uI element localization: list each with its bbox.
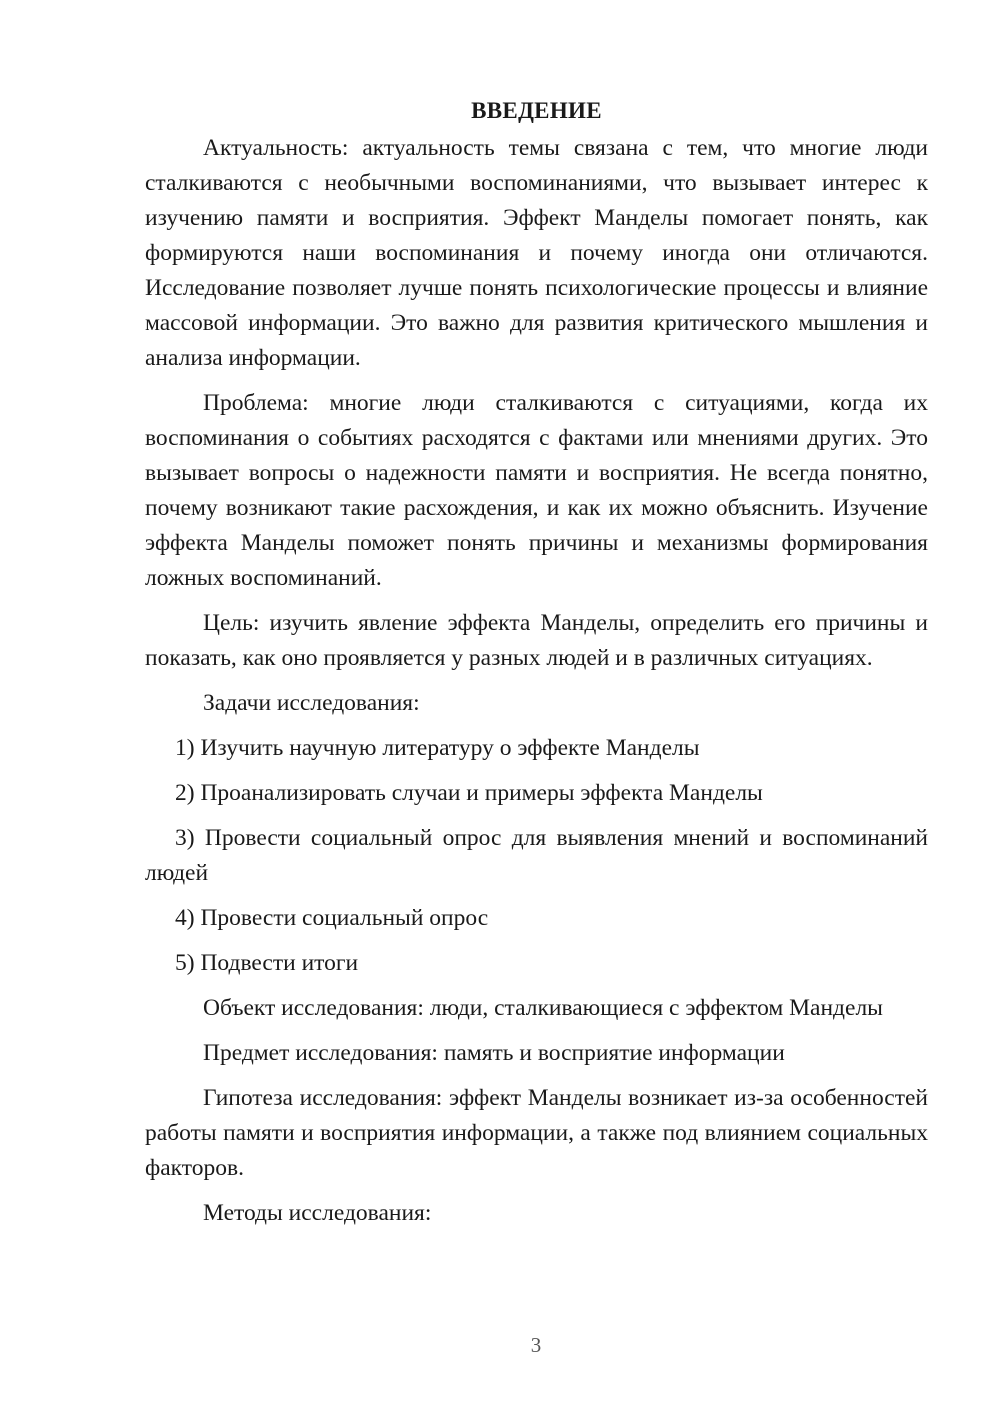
task-item-3: 3) Провести социальный опрос для выявления мнений и воспоминаний людей xyxy=(145,825,928,886)
page-number: 3 xyxy=(530,1333,542,1357)
section-heading: ВВЕДЕНИЕ xyxy=(471,98,602,123)
relevance-paragraph: Актуальность: актуальность темы связана с тем, что многие люди сталкиваются с необычными воспоминаниями, что вызывает интерес к изучению памяти и восприятия. Эффект Манделы помогает понять, как формируются наши воспоминания и почему иногда они отличаются. Исследование позволяет лучше понять психологические процессы и влияние массовой информации. Это важно для развития критического мышления и анализа информации. xyxy=(145,135,928,371)
methods-heading: Методы исследования: xyxy=(203,1200,432,1226)
task-item-5: 5) Подвести итоги xyxy=(175,950,359,976)
object-paragraph: Объект исследования: люди, сталкивающиеся с эффектом Манделы xyxy=(203,995,883,1021)
task-item-4: 4) Провести социальный опрос xyxy=(175,905,489,931)
page-content xyxy=(145,96,928,1231)
task-item-1: 1) Изучить научную литературу о эффекте Манделы xyxy=(175,735,700,761)
tasks-heading: Задачи исследования: xyxy=(203,690,420,716)
goal-paragraph: Цель: изучить явление эффекта Манделы, определить его причины и показать, как оно проявляется у разных людей и в различных ситуациях. xyxy=(145,610,928,671)
problem-paragraph: Проблема: многие люди сталкиваются с ситуациями, когда их воспоминания о событиях расходятся с фактами или мнениями других. Это вызывает вопросы о надежности памяти и восприятия. Не всегда понятно, почему возникают такие расхождения, и как их можно объяснить. Изучение эффекта Манделы поможет понять причины и механизмы формирования ложных воспоминаний. xyxy=(145,390,928,591)
hypothesis-paragraph: Гипотеза исследования: эффект Манделы возникает из-за особенностей работы памяти и восприятия информации, а также под влиянием социальных факторов. xyxy=(145,1085,928,1181)
task-item-2: 2) Проанализировать случаи и примеры эффекта Манделы xyxy=(175,780,763,806)
subject-paragraph: Предмет исследования: память и восприятие информации xyxy=(203,1040,785,1066)
